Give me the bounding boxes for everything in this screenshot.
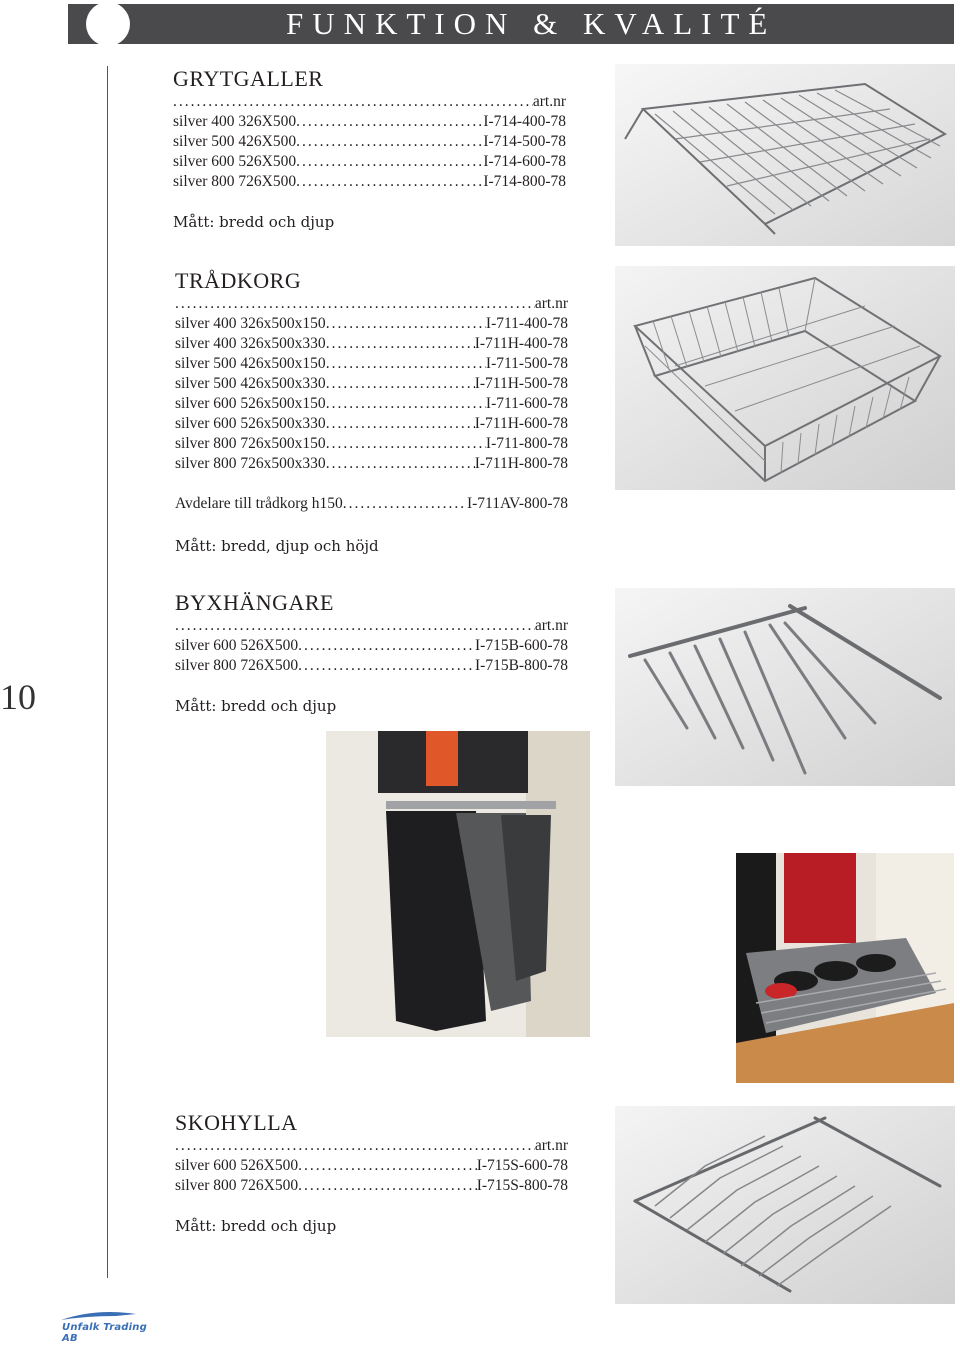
section-grytgaller xyxy=(173,66,573,232)
skohylla-photo xyxy=(615,1106,955,1304)
grytgaller-photo xyxy=(615,64,955,246)
section-title: GRYTGALLER xyxy=(173,66,324,91)
table-row: ..... art.nr xyxy=(175,294,568,314)
margin-divider-line xyxy=(107,66,108,1278)
dimension-note: Mått: bredd och djup xyxy=(173,213,335,231)
table-row: silver 500 426X500 ..... I-714-500-78 xyxy=(173,132,566,152)
table-row: silver 400 326x500x150 ..... I-711-400-78 xyxy=(175,314,568,334)
table-row: silver 600 526X500 ..... I-714-600-78 xyxy=(173,152,566,172)
table-row: silver 400 326x500x330 ..... I-711H-400-78 xyxy=(175,334,568,354)
table-row: silver 800 726x500x150 ..... I-711-800-78 xyxy=(175,434,568,454)
table-row: Avdelare till trådkorg h150 ..... I-711AV-800-78 xyxy=(175,494,568,514)
table-row: ..... art.nr xyxy=(173,92,566,112)
header-circle-decoration xyxy=(86,2,130,46)
table-row: ..... art.nr xyxy=(175,616,568,636)
table-row: silver 800 726X500 ..... I-714-800-78 xyxy=(173,172,566,192)
table-row: silver 800 726X500 ..... I-715B-800-78 xyxy=(175,656,568,676)
section-title: SKOHYLLA xyxy=(175,1110,298,1135)
shoe-rack-photo xyxy=(736,853,954,1083)
page-number: 10 xyxy=(0,677,36,717)
table-row: silver 500 426x500x150 ..... I-711-500-78 xyxy=(175,354,568,374)
table-row: silver 600 526x500x330 ..... I-711H-600-78 xyxy=(175,414,568,434)
dimension-note: Mått: bredd och djup xyxy=(175,697,337,715)
table-row: silver 600 526X500 ..... I-715B-600-78 xyxy=(175,636,568,656)
dimension-note: Mått: bredd och djup xyxy=(175,1217,337,1235)
table-row: silver 800 726x500x330 ..... I-711H-800-78 xyxy=(175,454,568,474)
table-row: silver 800 726X500 ..... I-715S-800-78 xyxy=(175,1176,568,1196)
dimension-note: Mått: bredd, djup och höjd xyxy=(175,537,379,555)
section-title: TRÅDKORG xyxy=(175,268,302,293)
page-title: FUNKTION & KVALITÉ xyxy=(286,6,777,41)
table-row: silver 600 526x500x150 ..... I-711-600-78 xyxy=(175,394,568,414)
byxhangare-photo xyxy=(615,588,955,786)
company-logo xyxy=(56,1306,166,1342)
tradkorg-photo xyxy=(615,266,955,490)
table-row: silver 600 526X500 ..... I-715S-600-78 xyxy=(175,1156,568,1176)
section-title: BYXHÄNGARE xyxy=(175,590,334,615)
table-row: ..... art.nr xyxy=(175,1136,568,1156)
logo-text: Unfalk Trading AB xyxy=(62,1322,147,1344)
section-tradkorg xyxy=(175,268,575,556)
wardrobe-trousers-photo xyxy=(326,731,590,1037)
section-byxhangare xyxy=(175,590,575,716)
table-row: silver 400 326X500 ..... I-714-400-78 xyxy=(173,112,566,132)
section-skohylla xyxy=(175,1110,575,1236)
table-row: silver 500 426x500x330 ..... I-711H-500-78 xyxy=(175,374,568,394)
